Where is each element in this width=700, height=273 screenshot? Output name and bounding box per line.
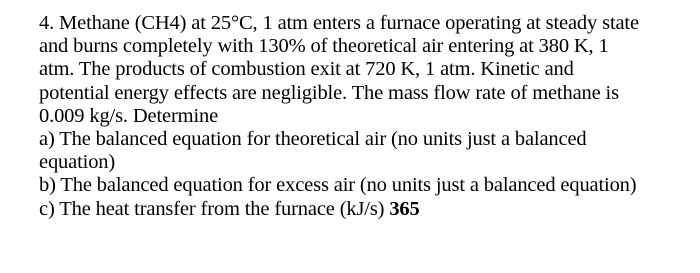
- problem-statement-line-5: 0.009 kg/s. Determine: [39, 104, 219, 127]
- problem-statement-line-3: atm. The products of combustion exit at 720 K, 1 atm. Kinetic and: [39, 58, 574, 81]
- part-c-answer: 365: [389, 197, 420, 220]
- part-b: b) The balanced equation for excess air (no units just a balanced equation): [39, 174, 637, 197]
- part-c-question: c) The heat transfer from the furnace (kJ/s): [39, 197, 385, 220]
- problem-statement-line-4: potential energy effects are negligible. The mass flow rate of methane is: [39, 81, 619, 104]
- problem-statement-line-2: and burns completely with 130% of theoretical air entering at 380 K, 1: [39, 35, 609, 58]
- part-a-line-1: a) The balanced equation for theoretical air (no units just a balanced: [39, 128, 587, 151]
- part-a-line-2: equation): [39, 151, 116, 174]
- problem-text-block: [39, 12, 694, 221]
- problem-statement-line-1: 4. Methane (CH4) at 25°C, 1 atm enters a furnace operating at steady state: [39, 12, 639, 34]
- part-c: [39, 198, 694, 221]
